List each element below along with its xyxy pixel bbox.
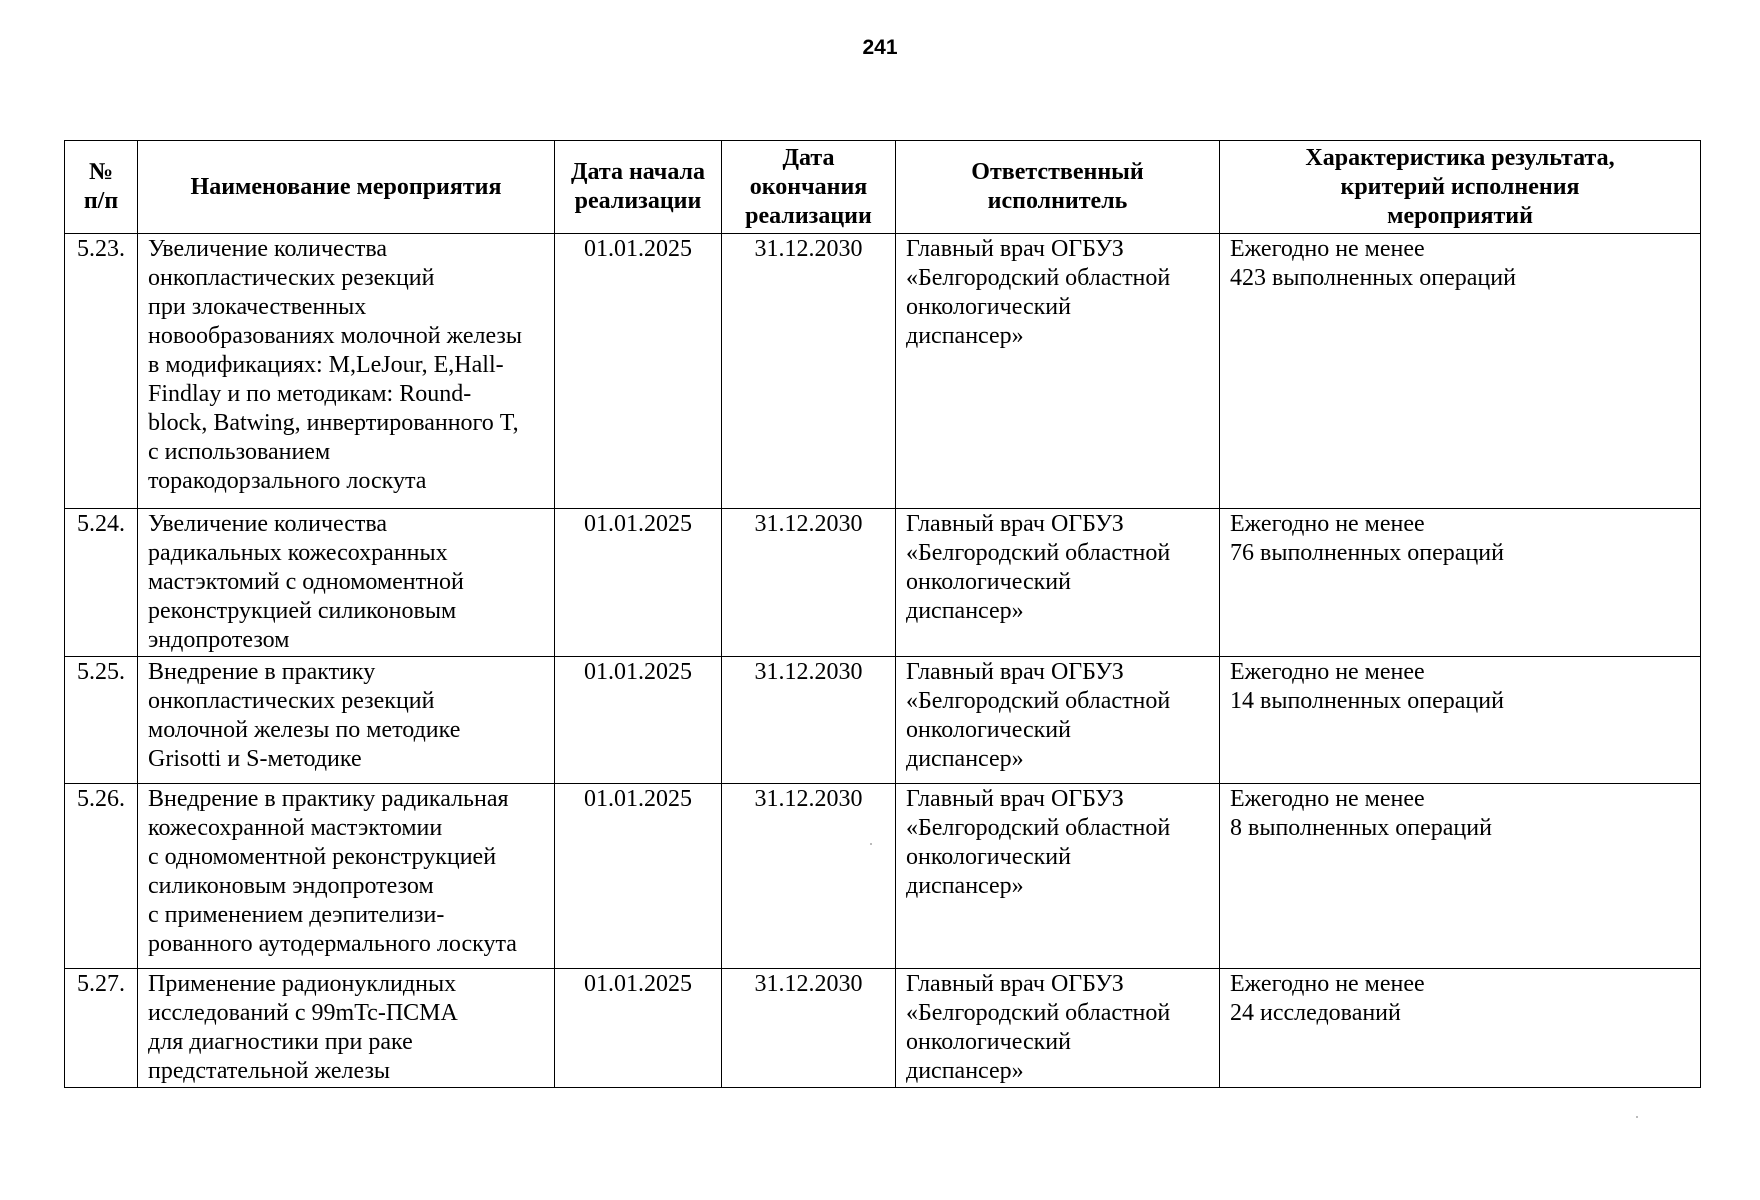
row-number: 5.25. [65,657,138,784]
row-number: 5.23. [65,234,138,509]
measure-name: Применение радионуклидных исследований с 99mTc-ПСМА для диагностики при раке предстательной железы [138,969,555,1088]
scan-speck [870,843,872,845]
table-row [65,509,1701,657]
table-row [65,969,1701,1088]
start-date: 01.01.2025 [555,234,722,509]
row-number: 5.26. [65,784,138,969]
row-number: 5.27. [65,969,138,1088]
result: Ежегодно не менее 423 выполненных операций [1220,234,1701,509]
row-number: 5.24. [65,509,138,657]
start-date: 01.01.2025 [555,969,722,1088]
end-date: 31.12.2030 [722,969,896,1088]
measures-table [64,140,1701,1088]
header-name: Наименование мероприятия [138,141,555,234]
result: Ежегодно не менее 24 исследований [1220,969,1701,1088]
responsible: Главный врач ОГБУЗ «Белгородский областной онкологический диспансер» [896,657,1220,784]
header-result: Характеристика результата, критерий исполнения мероприятий [1220,141,1701,234]
measure-name: Увеличение количества онкопластических резекций при злокачественных новообразованиях молочной железы в модификациях: M,LeJour, E,Hall- Findlay и по методикам: Round- block, Batwing, инвертированного T, с использованием торакодорзального лоскута [138,234,555,509]
scan-speck [1636,1116,1638,1118]
header-num: № п/п [65,141,138,234]
result: Ежегодно не менее 76 выполненных операций [1220,509,1701,657]
measure-name: Увеличение количества радикальных кожесохранных мастэктомий с одномоментной реконструкцией силиконовым эндопротезом [138,509,555,657]
start-date: 01.01.2025 [555,509,722,657]
measure-name: Внедрение в практику радикальная кожесохранной мастэктомии с одномоментной реконструкцией силиконовым эндопротезом с применением деэпителизи- рованного аутодермального лоскута [138,784,555,969]
responsible: Главный врач ОГБУЗ «Белгородский областной онкологический диспансер» [896,969,1220,1088]
table-row [65,657,1701,784]
table-header-row [65,141,1701,234]
table-row [65,234,1701,509]
end-date: 31.12.2030 [722,234,896,509]
header-end-date: Дата окончания реализации [722,141,896,234]
page-number: 241 [862,36,898,59]
header-start-date: Дата начала реализации [555,141,722,234]
result: Ежегодно не менее 14 выполненных операций [1220,657,1701,784]
end-date: 31.12.2030 [722,657,896,784]
table-row [65,784,1701,969]
end-date: 31.12.2030 [722,509,896,657]
header-responsible: Ответственный исполнитель [896,141,1220,234]
responsible: Главный врач ОГБУЗ «Белгородский областной онкологический диспансер» [896,234,1220,509]
responsible: Главный врач ОГБУЗ «Белгородский областной онкологический диспансер» [896,509,1220,657]
end-date: 31.12.2030 [722,784,896,969]
start-date: 01.01.2025 [555,657,722,784]
responsible: Главный врач ОГБУЗ «Белгородский областной онкологический диспансер» [896,784,1220,969]
result: Ежегодно не менее 8 выполненных операций [1220,784,1701,969]
measure-name: Внедрение в практику онкопластических резекций молочной железы по методике Grisotti и S-методике [138,657,555,784]
start-date: 01.01.2025 [555,784,722,969]
